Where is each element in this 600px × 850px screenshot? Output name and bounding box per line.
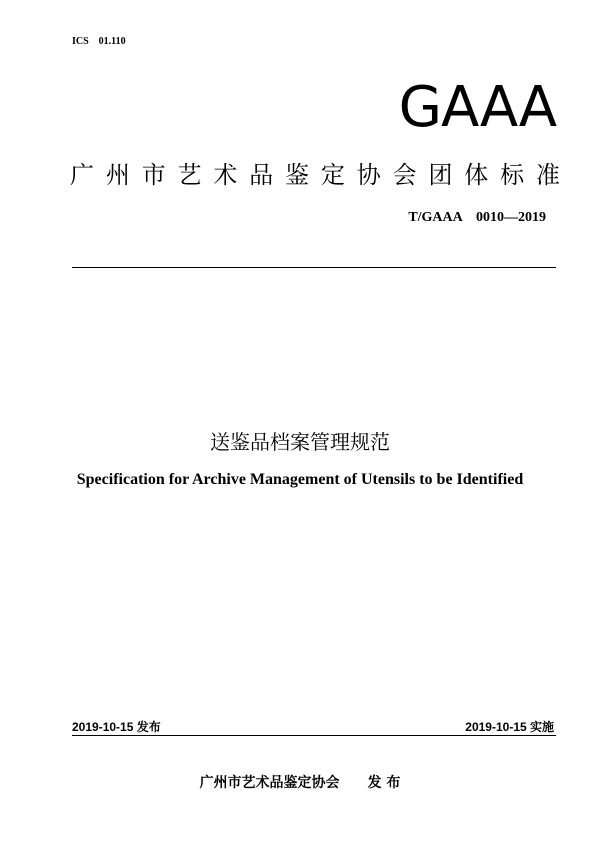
org-standard-title	[70, 160, 560, 190]
header-divider	[72, 267, 556, 268]
org-title-char: 协	[356, 161, 381, 189]
issuer	[0, 772, 600, 792]
issuer-action: 发 布	[367, 775, 401, 791]
org-title-char: 团	[428, 161, 453, 189]
org-title-char: 准	[535, 161, 560, 189]
title-english: Specification for Archive Management of Utensils to be Identified	[76, 471, 524, 488]
org-title-char: 体	[464, 161, 489, 189]
org-title-char: 品	[249, 161, 274, 189]
issuer-name: 广州市艺术品鉴定协会	[199, 775, 340, 791]
org-title-char: 广	[70, 161, 94, 189]
standard-code: T/GAAA 0010—2019	[408, 210, 546, 225]
logo-text: GAAA	[398, 75, 556, 140]
org-title-char: 会	[392, 161, 417, 189]
org-title-char: 标	[500, 161, 525, 189]
footer-divider	[72, 735, 556, 736]
ics-code: ICS 01.110	[72, 36, 126, 47]
title-chinese: 送鉴品档案管理规范	[210, 430, 390, 454]
org-title-char: 艺	[177, 161, 202, 189]
implement-date: 2019-10-15 实施	[465, 720, 554, 734]
org-title-char: 州	[105, 161, 130, 189]
org-title-char: 市	[141, 161, 166, 189]
org-title-char: 术	[213, 161, 238, 189]
publish-date: 2019-10-15 发布	[72, 720, 161, 734]
org-title-char: 定	[320, 161, 345, 189]
org-title-char: 鉴	[285, 161, 310, 189]
